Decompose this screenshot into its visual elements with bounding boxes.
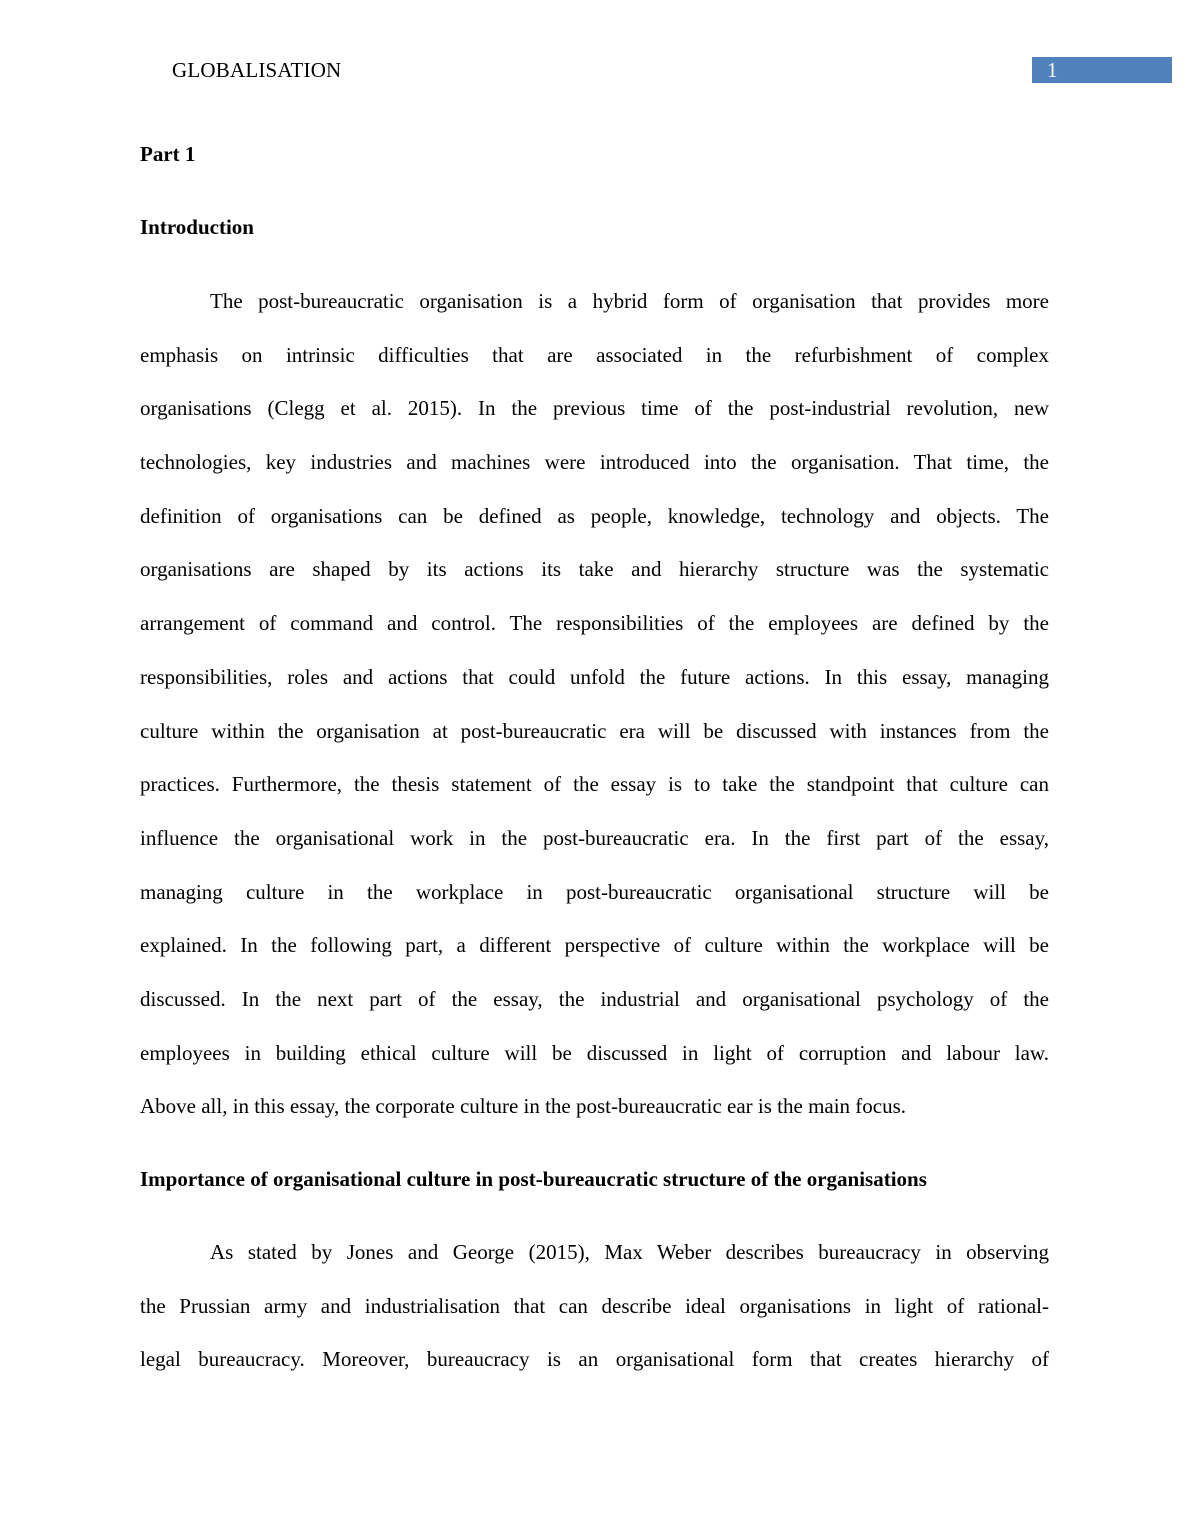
heading-introduction: Introduction [140,215,254,239]
paragraph-line: Above all, in this essay, the corporate culture in the post-bureaucratic ear is the main focus. [140,1094,907,1119]
paragraph-line: responsibilities, roles and actions that could unfold the future actions. In this essay, managing [140,664,1049,689]
paragraph-line: practices. Furthermore, the thesis statement of the essay is to take the standpoint that culture can [140,772,1049,797]
paragraph-line: employees in building ethical culture will be discussed in light of corruption and labour law. [140,1040,1049,1065]
page-number: 1 [1047,58,1058,82]
paragraph-line: culture within the organisation at post-bureaucratic era will be discussed with instances from the [140,718,1049,743]
heading-importance-of-culture: Importance of organisational culture in post-bureaucratic structure of the organisations [140,1167,927,1191]
paragraph-line: technologies, key industries and machines were introduced into the organisation. That time, the [140,450,1049,475]
paragraph-line: emphasis on intrinsic difficulties that are associated in the refurbishment of complex [140,342,1049,367]
paragraph-line: discussed. In the next part of the essay, the industrial and organisational psychology of the [140,986,1049,1011]
paragraph-line: The post-bureaucratic organisation is a hybrid form of organisation that provides more [210,289,1049,313]
paragraph-line: organisations (Clegg et al. 2015). In the previous time of the post-industrial revolution, new [140,396,1049,421]
paragraph-line: explained. In the following part, a different perspective of culture within the workplace will be [140,933,1049,958]
page-number-box [1032,57,1172,83]
running-header-title: GLOBALISATION [172,58,342,82]
paragraph-line: arrangement of command and control. The responsibilities of the employees are defined by the [140,611,1049,636]
paragraph-line: As stated by Jones and George (2015), Max Weber describes bureaucracy in observing [210,1240,1049,1264]
paragraph-line: organisations are shaped by its actions its take and hierarchy structure was the systematic [140,557,1049,582]
paragraph-line: definition of organisations can be defined as people, knowledge, technology and objects. The [140,503,1049,528]
paragraph-line: legal bureaucracy. Moreover, bureaucracy is an organisational form that creates hierarchy of [140,1347,1049,1372]
paragraph-line: managing culture in the workplace in post-bureaucratic organisational structure will be [140,879,1049,904]
paragraph-line: influence the organisational work in the post-bureaucratic era. In the first part of the essay, [140,825,1049,850]
section2-paragraph [140,1238,1049,1399]
paragraph-line: the Prussian army and industrialisation that can describe ideal organisations in light of rational- [140,1293,1049,1318]
heading-part-1: Part 1 [140,142,196,166]
intro-paragraph [140,287,1049,1146]
